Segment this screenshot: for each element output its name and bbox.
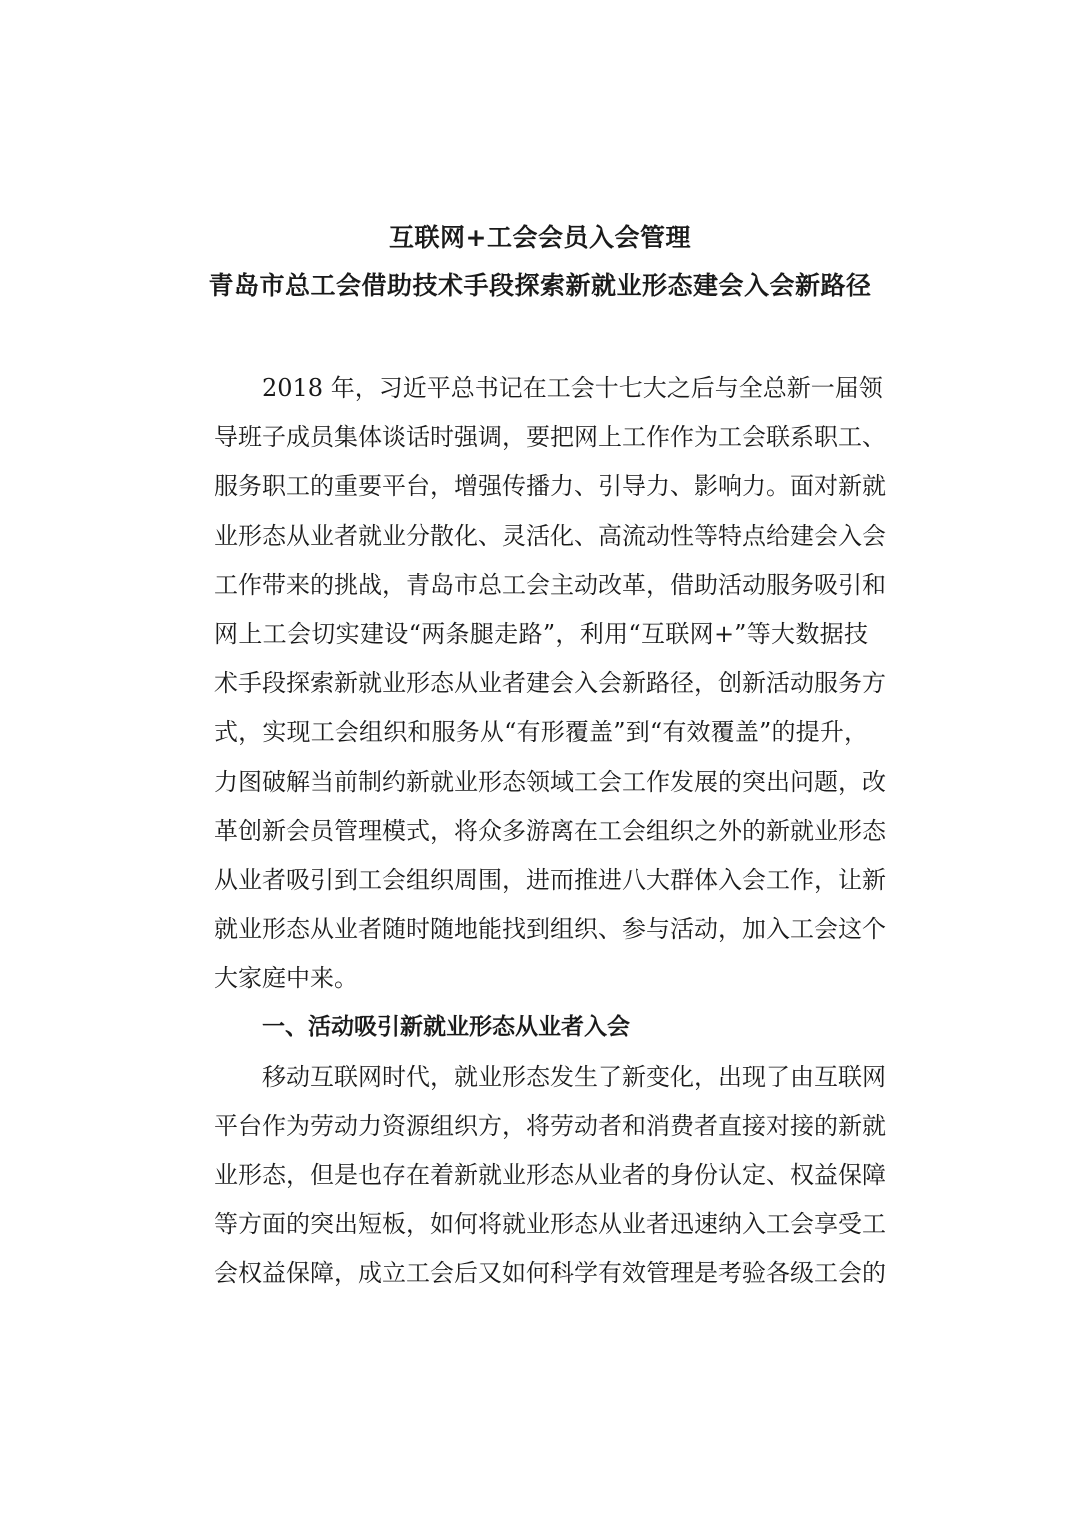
text-line: 力图破解当前制约新就业形态领域工会工作发展的突出问题，改 — [214, 767, 886, 796]
text-line: 术手段探索新就业形态从业者建会入会新路径，创新活动服务方 — [214, 669, 886, 698]
document-body — [214, 364, 886, 1299]
text-line: 等方面的突出短板，如何将就业形态从业者迅速纳入工会享受工 — [214, 1210, 886, 1239]
text-line: 式，实现工会组织和服务从“有形覆盖”到“有效覆盖”的提升， — [214, 718, 868, 747]
document-title: 互联网+工会会员入会管理 — [389, 223, 691, 252]
document-subtitle: 青岛市总工会借助技术手段探索新就业形态建会入会新路径 — [208, 271, 872, 300]
text-line: 移动互联网时代，就业形态发生了新变化，出现了由互联网 — [262, 1062, 886, 1091]
section-heading: 一、活动吸引新就业形态从业者入会 — [262, 1014, 630, 1041]
text-line: 就业形态从业者随时随地能找到组织、参与活动，加入工会这个 — [214, 915, 886, 944]
text-line: 会权益保障，成立工会后又如何科学有效管理是考验各级工会的 — [214, 1259, 886, 1288]
text-line: 大家庭中来。 — [214, 964, 358, 993]
text-line: 服务职工的重要平台，增强传播力、引导力、影响力。面对新就 — [214, 472, 886, 501]
text-line: 业形态从业者就业分散化、灵活化、高流动性等特点给建会入会 — [214, 521, 886, 550]
text-line: 革创新会员管理模式，将众多游离在工会组织之外的新就业形态 — [214, 816, 886, 845]
text-line: 网上工会切实建设“两条腿走路”，利用“互联网+”等大数据技 — [214, 619, 868, 648]
text-line: 从业者吸引到工会组织周围，进而推进八大群体入会工作，让新 — [214, 865, 886, 894]
text-line: 导班子成员集体谈话时强调，要把网上工作作为工会联系职工、 — [214, 423, 886, 452]
text-line: 2018 年，习近平总书记在工会十七大之后与全总新一届领 — [262, 374, 883, 402]
text-line: 工作带来的挑战，青岛市总工会主动改革，借助活动服务吸引和 — [214, 570, 886, 599]
text-line: 平台作为劳动力资源组织方，将劳动者和消费者直接对接的新就 — [214, 1111, 886, 1140]
text-line: 业形态，但是也存在着新就业形态从业者的身份认定、权益保障 — [214, 1161, 886, 1189]
title-block — [0, 214, 1080, 310]
